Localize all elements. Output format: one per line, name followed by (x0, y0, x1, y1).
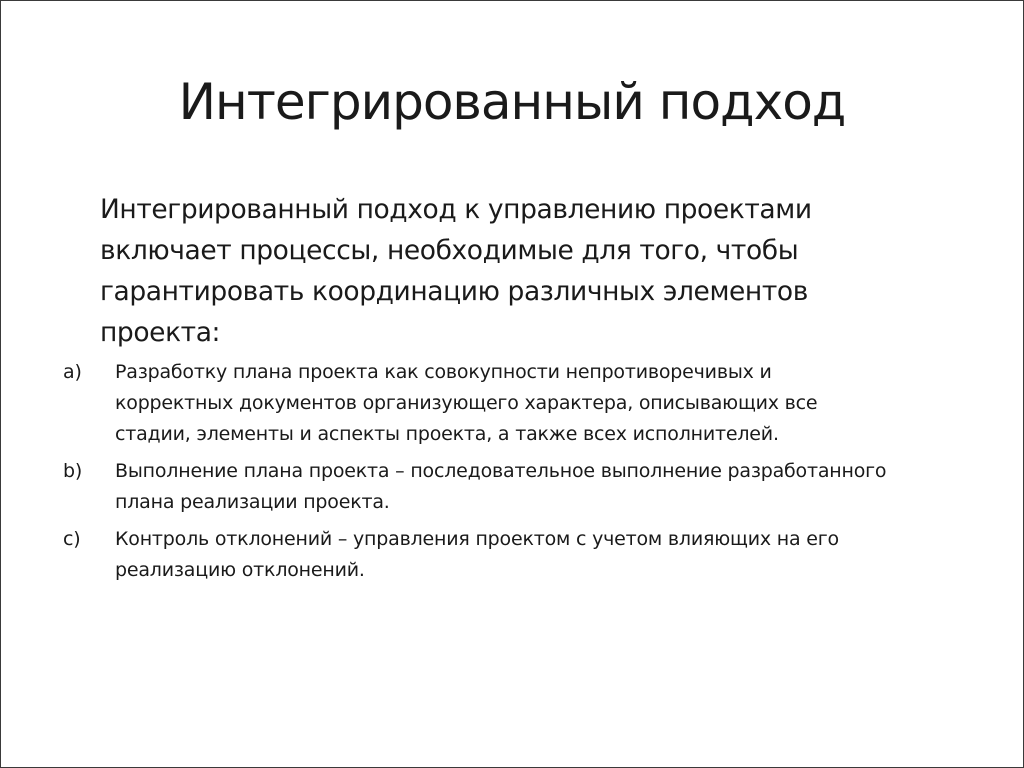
list-item-line: стадии, элементы и аспекты проекта, а также всех исполнителей. (115, 423, 779, 445)
process-list (1, 357, 1001, 586)
list-item-line: Выполнение плана проекта – последовательное выполнение разработанного (115, 460, 887, 482)
list-item-line: корректных документов организующего характера, описывающих все (115, 392, 818, 414)
intro-line: гарантировать координацию различных элементов (100, 276, 808, 307)
slide-title: Интегрированный подход (178, 73, 846, 131)
list-item-b (1, 456, 1001, 518)
list-item-line: реализацию отклонений. (115, 559, 365, 581)
list-item-a (1, 357, 1001, 450)
list-marker: a) (63, 361, 82, 383)
list-item-line: Разработку плана проекта как совокупности непротиворечивых и (115, 361, 772, 383)
intro-line: включает процессы, необходимые для того, чтобы (100, 235, 799, 266)
list-item-c (1, 524, 1001, 586)
list-item-line: Контроль отклонений – управления проектом с учетом влияющих на его (115, 528, 839, 550)
list-marker: c) (63, 528, 81, 550)
intro-line: проекта: (100, 317, 221, 348)
list-item-line: плана реализации проекта. (115, 491, 390, 513)
intro-line: Интегрированный подход к управлению проектами (100, 194, 812, 225)
list-marker: b) (63, 460, 83, 482)
intro-paragraph (100, 189, 980, 353)
